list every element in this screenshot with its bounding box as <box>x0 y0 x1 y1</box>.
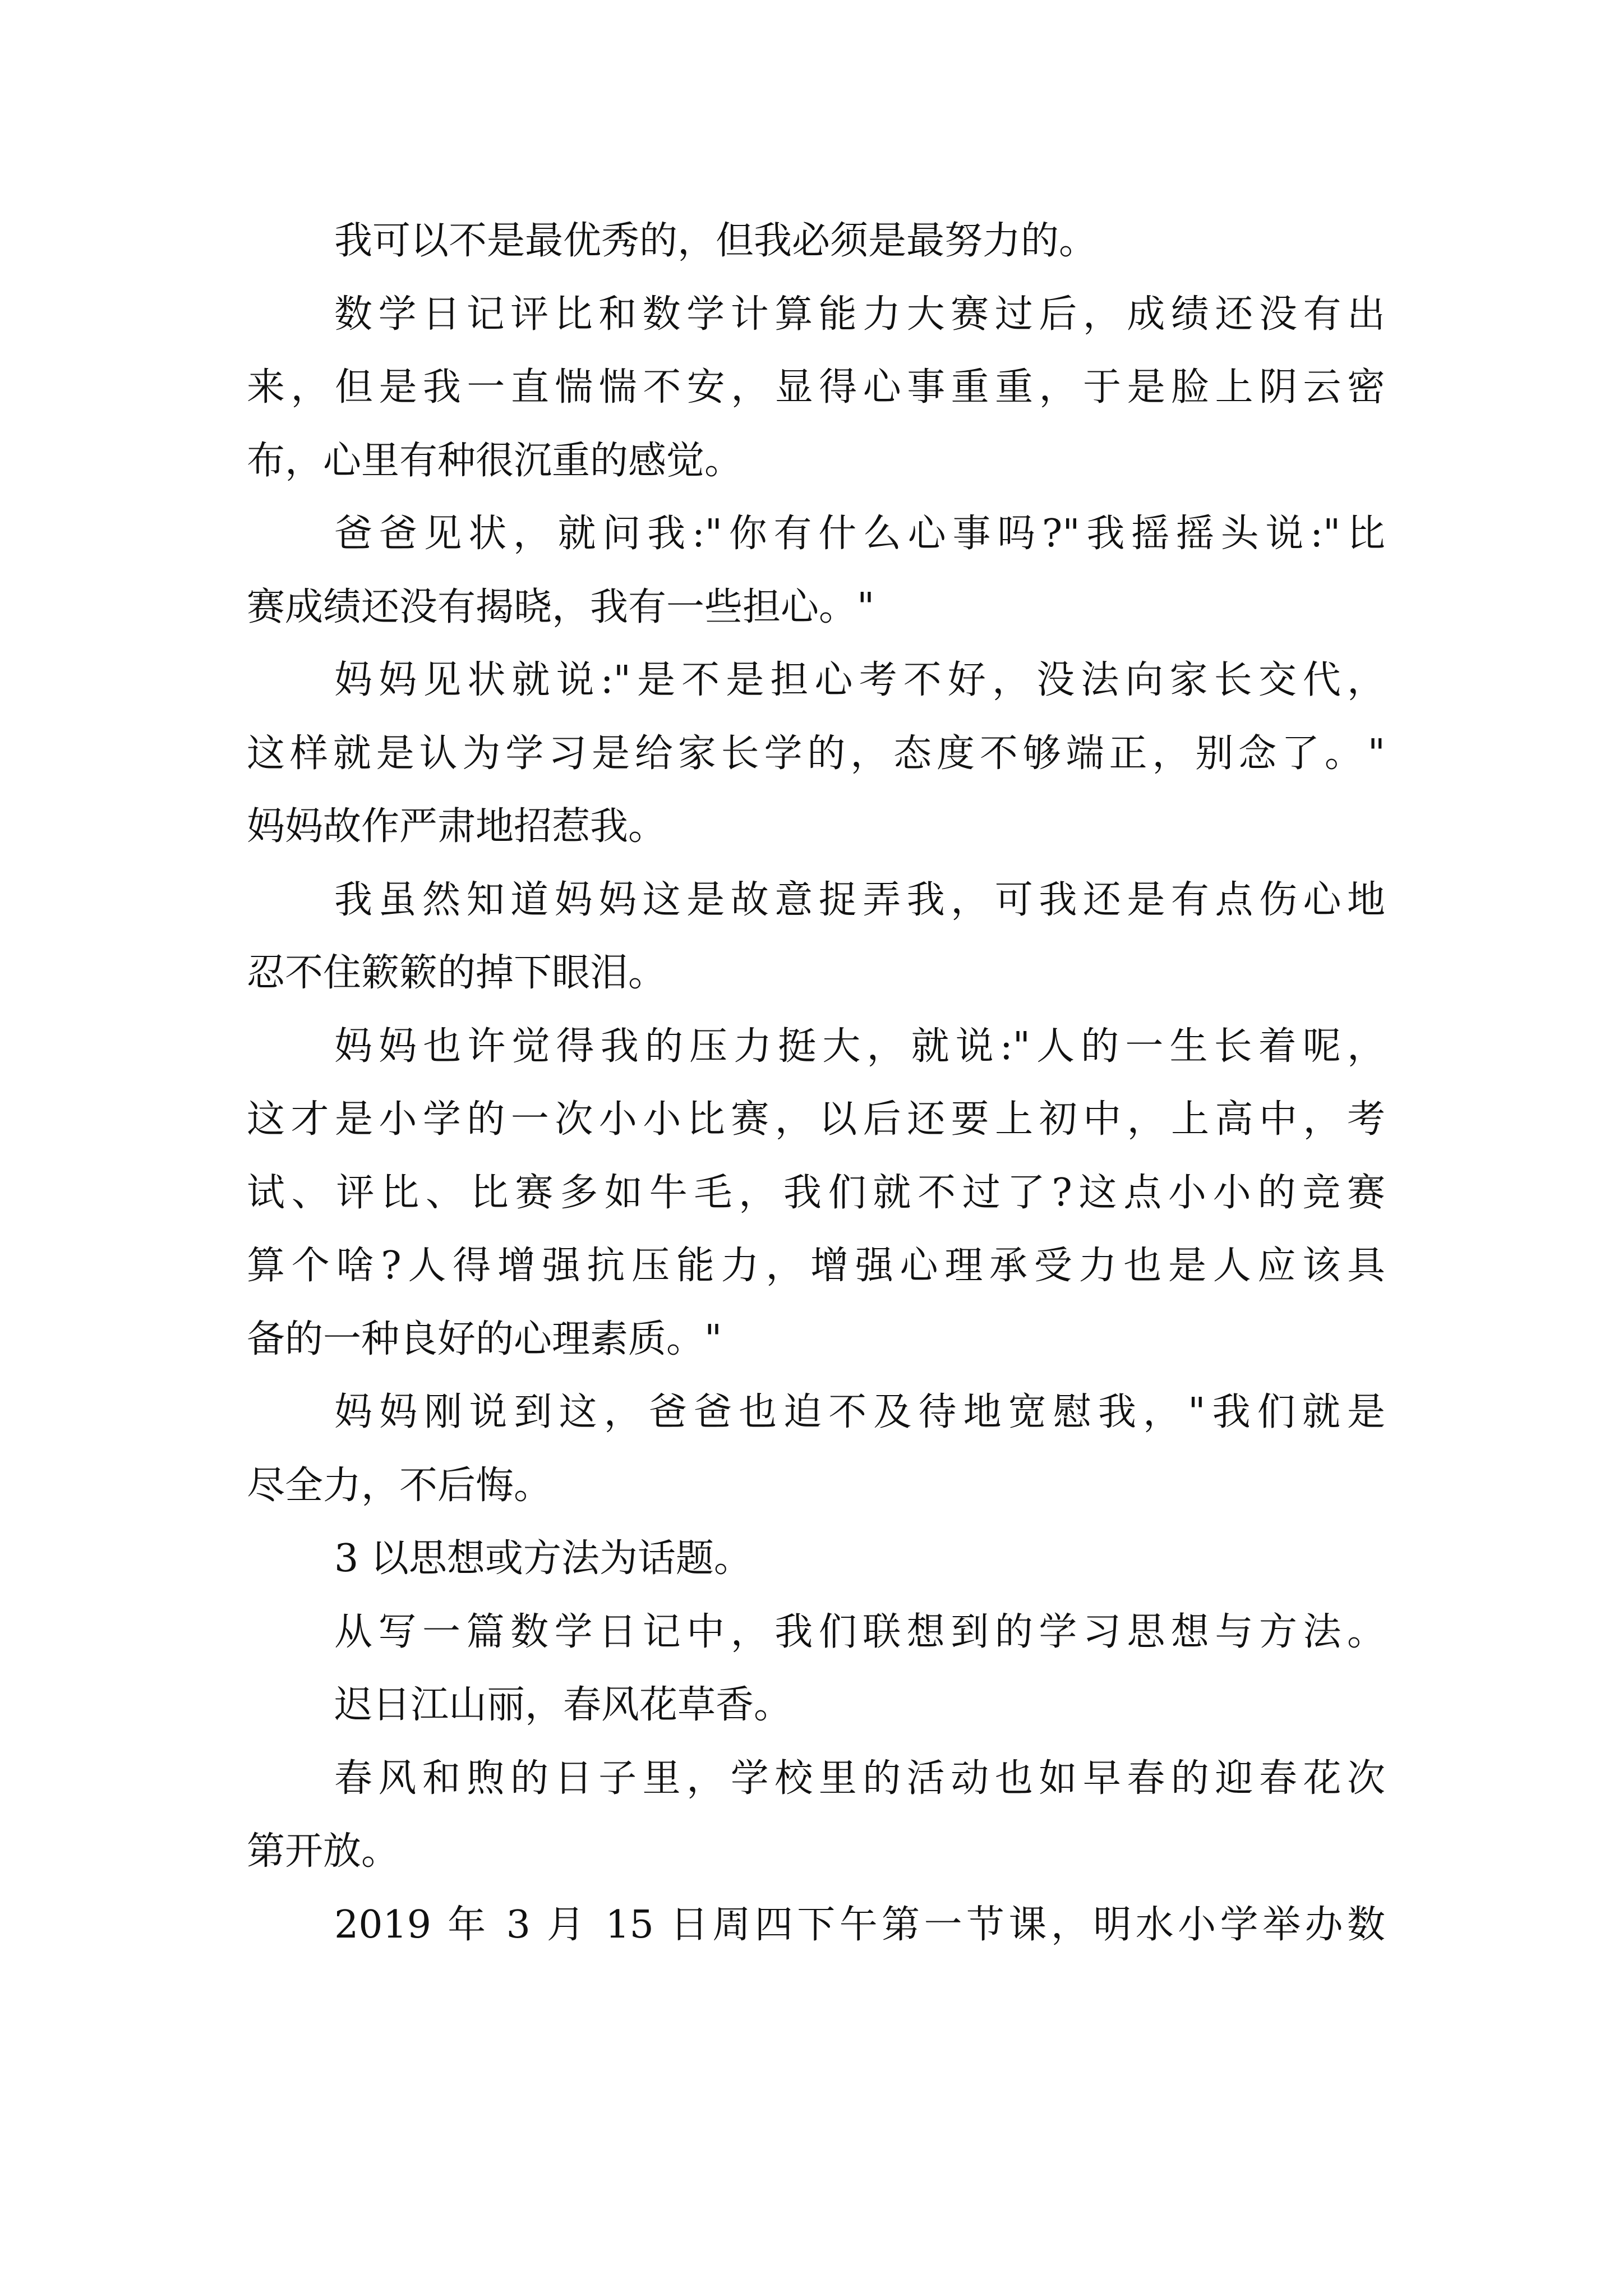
text-line: 2019 年 3 月 15 日周四下午第一节课，明水小学举办数 <box>334 1902 1385 1947</box>
text-line: 春风和煦的日子里，学校里的活动也如早春的迎春花次 <box>334 1756 1385 1801</box>
text-line: 妈妈见状就说:"是不是担心考不好，没法向家长交代， <box>334 658 1385 702</box>
text-line: 算个啥?人得增强抗压能力，增强心理承受力也是人应该具 <box>247 1244 1385 1288</box>
text-line: 爸爸见状，就问我:"你有什么心事吗?"我摇摇头说:"比 <box>334 512 1385 556</box>
text-line: 这才是小学的一次小小比赛，以后还要上初中，上高中，考 <box>247 1097 1385 1142</box>
text-line: 第开放。 <box>247 1829 400 1874</box>
text-line: 妈妈也许觉得我的压力挺大，就说:"人的一生长着呢， <box>334 1024 1385 1069</box>
text-line: 布，心里有种很沉重的感觉。 <box>247 438 743 483</box>
text-line: 我虽然知道妈妈这是故意捉弄我，可我还是有点伤心地 <box>334 877 1385 922</box>
text-line: 试、评比、比赛多如牛毛，我们就不过了?这点小小的竞赛 <box>247 1170 1385 1215</box>
document-body <box>247 205 1385 1962</box>
text-line: 赛成绩还没有揭晓，我有一些担心。" <box>247 585 875 629</box>
text-line: 忍不住簌簌的掉下眼泪。 <box>247 951 667 995</box>
text-line: 来，但是我一直惴惴不安，显得心事重重，于是脸上阴云密 <box>247 365 1385 409</box>
text-line: 尽全力，不后悔。 <box>247 1463 552 1508</box>
text-line: 这样就是认为学习是给家长学的，态度不够端正，别念了。" <box>247 731 1385 776</box>
text-line: 数学日记评比和数学计算能力大赛过后，成绩还没有出 <box>334 292 1385 337</box>
text-line: 备的一种良好的心理素质。" <box>247 1317 722 1361</box>
text-line: 迟日江山丽，春风花草香。 <box>334 1683 792 1727</box>
text-line: 3 以思想或方法为话题。 <box>334 1536 752 1581</box>
text-line: 妈妈刚说到这，爸爸也迫不及待地宽慰我，"我们就是 <box>334 1390 1385 1434</box>
text-line: 妈妈故作严肃地招惹我。 <box>247 804 667 849</box>
text-line: 从写一篇数学日记中，我们联想到的学习思想与方法。 <box>334 1609 1385 1654</box>
text-line: 我可以不是最优秀的，但我必须是最努力的。 <box>334 219 1098 263</box>
